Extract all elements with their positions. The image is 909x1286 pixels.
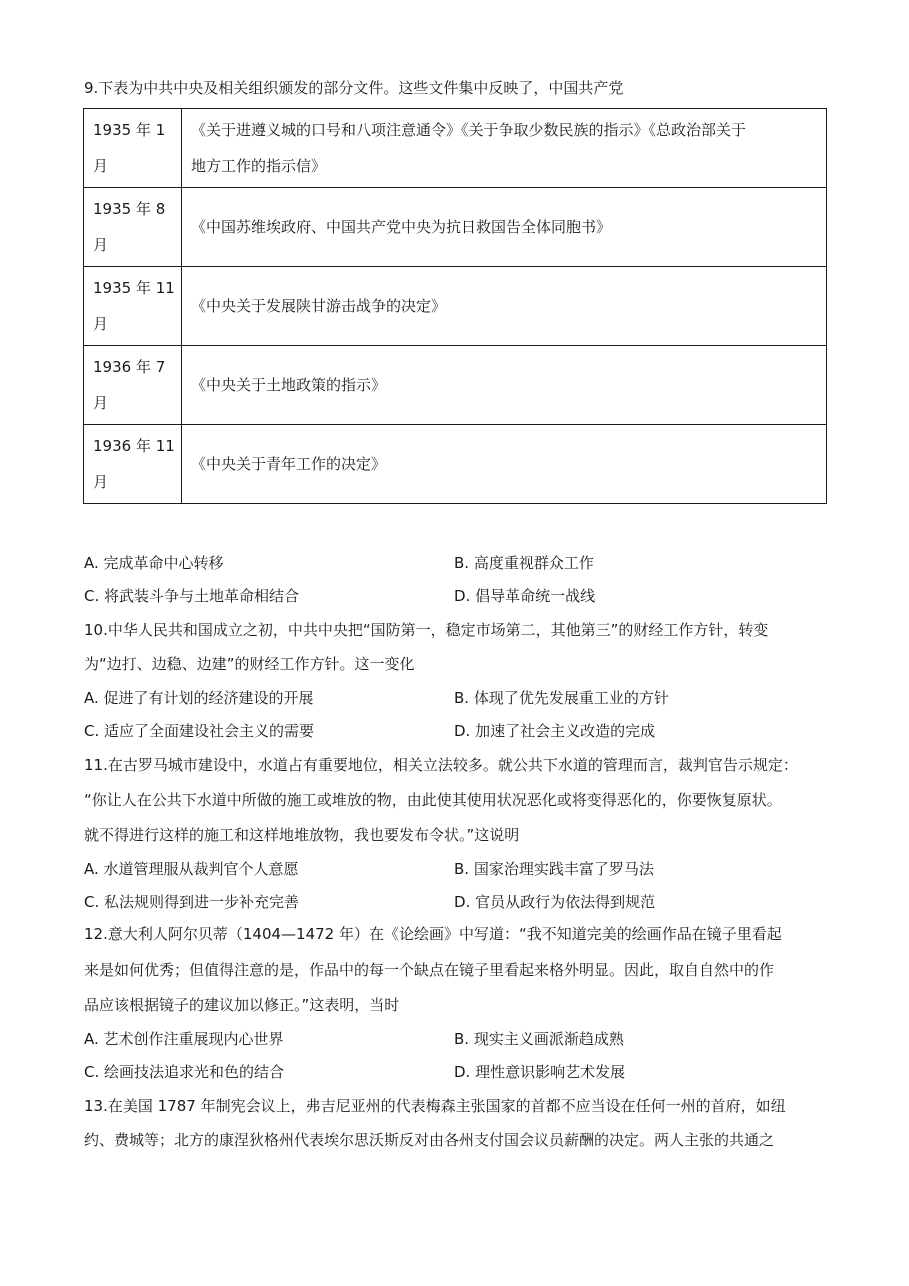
q10-option-d[interactable]: D. 加速了社会主义改造的完成 [454, 722, 656, 740]
q10-option-b[interactable]: B. 体现了优先发展重工业的方针 [454, 689, 669, 707]
document-cell: 《中央关于青年工作的决定》 [182, 425, 827, 504]
document-cell: 《中央关于土地政策的指示》 [182, 346, 827, 425]
q13-stem-line1: 13.在美国 1787 年制宪会议上，弗吉尼亚州的代表梅森主张国家的首都不应当设在任何一州的首府，如纽 [84, 1097, 786, 1115]
q9-option-b[interactable]: B. 高度重视群众工作 [454, 554, 594, 572]
q11-option-d[interactable]: D. 官员从政行为依法得到规范 [454, 893, 656, 911]
q11-stem-line3: 就不得进行这样的施工和这样地堆放物，我也要发布令状。”这说明 [84, 826, 520, 844]
date-cell: 1935 年 1 月 [84, 109, 182, 188]
q11-stem-line1: 11.在古罗马城市建设中，水道占有重要地位，相关立法较多。就公共下水道的管理而言，裁判官告示规定： [84, 756, 798, 774]
q10-option-a[interactable]: A. 促进了有计划的经济建设的开展 [84, 689, 314, 707]
q12-option-c[interactable]: C. 绘画技法追求光和色的结合 [84, 1063, 285, 1081]
q11-option-b[interactable]: B. 国家治理实践丰富了罗马法 [454, 860, 654, 878]
q12-option-d[interactable]: D. 理性意识影响艺术发展 [454, 1063, 626, 1081]
document-cell: 《中国苏维埃政府、中国共产党中央为抗日救国告全体同胞书》 [182, 188, 827, 267]
table-row [84, 188, 827, 267]
q10-stem-line1: 10.中华人民共和国成立之初，中共中央把“国防第一，稳定市场第二，其他第三”的财经工作方针，转变 [84, 621, 769, 639]
q11-option-c[interactable]: C. 私法规则得到进一步补充完善 [84, 893, 300, 911]
table-row [84, 425, 827, 504]
q11-option-a[interactable]: A. 水道管理服从裁判官个人意愿 [84, 860, 299, 878]
q9-option-a[interactable]: A. 完成革命中心转移 [84, 554, 224, 572]
date-cell: 1935 年 11 月 [84, 267, 182, 346]
table-row [84, 109, 827, 188]
q10-option-c[interactable]: C. 适应了全面建设社会主义的需要 [84, 722, 315, 740]
q12-stem-line3: 品应该根据镜子的建议加以修正。”这表明，当时 [84, 996, 400, 1014]
q12-stem-line2: 来是如何优秀；但值得注意的是，作品中的每一个缺点在镜子里看起来格外明显。因此，取自自然中的作 [84, 961, 775, 979]
table-row [84, 346, 827, 425]
q11-stem-line2: “你让人在公共下水道中所做的施工或堆放的物，由此使其使用状况恶化或将变得恶化的，你要恢复原状。 [84, 791, 782, 809]
q13-stem-line2: 约、费城等；北方的康涅狄格州代表埃尔思沃斯反对由各州支付国会议员薪酬的决定。两人主张的共通之 [84, 1131, 775, 1149]
q9-option-d[interactable]: D. 倡导革命统一战线 [454, 587, 596, 605]
q9-option-c[interactable]: C. 将武装斗争与土地革命相结合 [84, 587, 300, 605]
q10-stem-line2: 为“边打、边稳、边建”的财经工作方针。这一变化 [84, 655, 415, 673]
date-cell: 1936 年 11 月 [84, 425, 182, 504]
date-cell: 1935 年 8 月 [84, 188, 182, 267]
q9-documents-table [83, 108, 827, 504]
document-cell: 《中央关于发展陕甘游击战争的决定》 [182, 267, 827, 346]
q9-stem: 9.下表为中共中央及相关组织颁发的部分文件。这些文件集中反映了，中国共产党 [84, 79, 624, 97]
q12-stem-line1: 12.意大利人阿尔贝蒂（1404—1472 年）在《论绘画》中写道：“我不知道完美的绘画作品在镜子里看起 [84, 925, 782, 943]
date-cell: 1936 年 7 月 [84, 346, 182, 425]
q12-option-a[interactable]: A. 艺术创作注重展现内心世界 [84, 1030, 284, 1048]
document-cell: 《关于进遵义城的口号和八项注意通令》《关于争取少数民族的指示》《总政治部关于 地方工作的指示信》 [182, 109, 827, 188]
q12-option-b[interactable]: B. 现实主义画派渐趋成熟 [454, 1030, 624, 1048]
table-row [84, 267, 827, 346]
